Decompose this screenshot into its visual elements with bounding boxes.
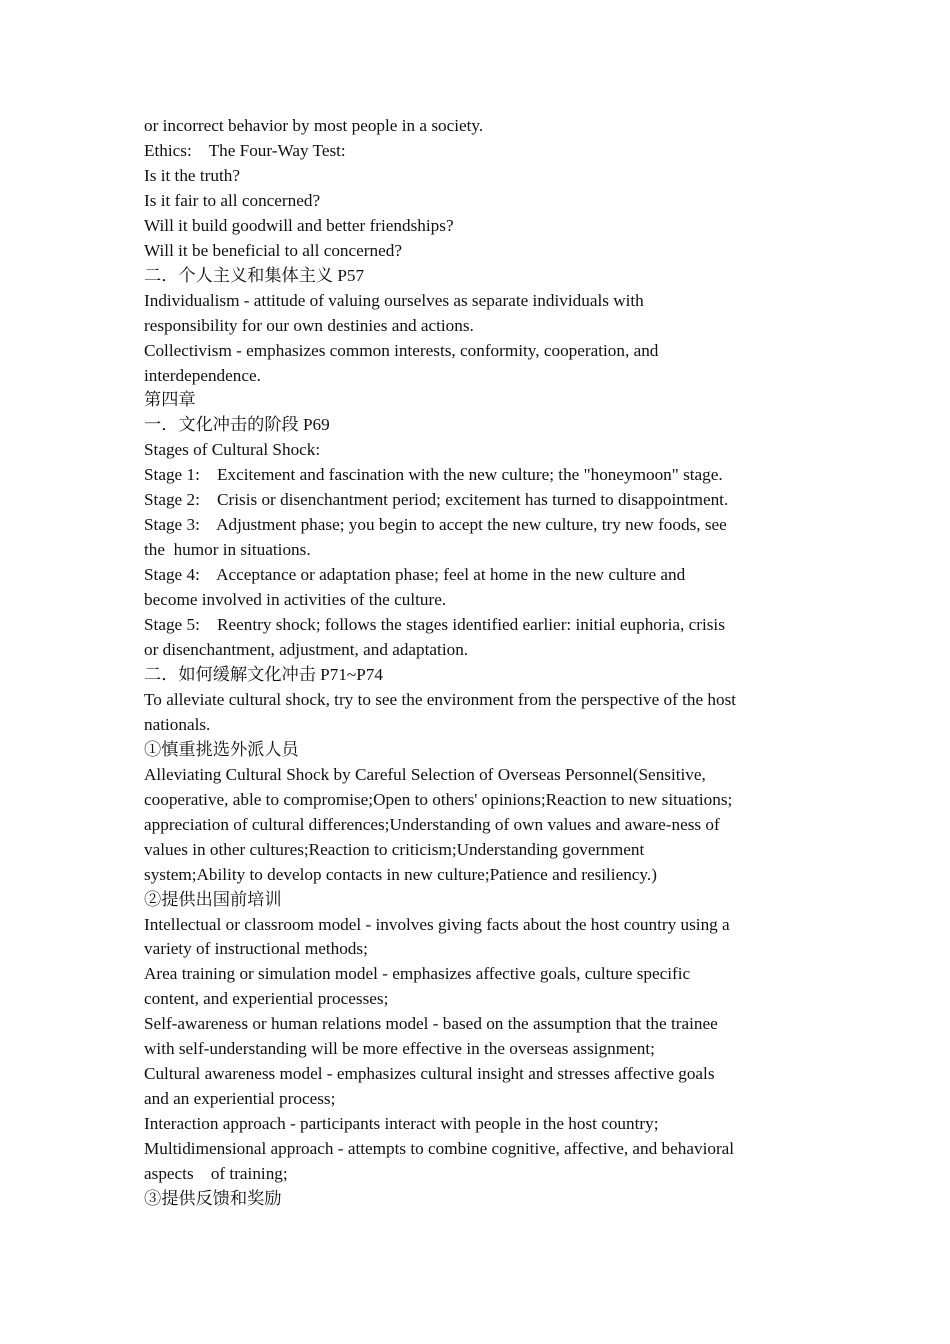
section-heading: 二．如何缓解文化冲击 P71~P74 [144,664,383,684]
text-line: Stage 3: Adjustment phase; you begin to accept the new culture, try new foods, see [144,515,727,535]
text-line: Will it build goodwill and better friendships? [144,215,454,235]
text-line: Alleviating Cultural Shock by Careful Selection of Overseas Personnel(Sensitive, [144,764,706,784]
text-line: Will it be beneficial to all concerned? [144,240,402,260]
text-line: To alleviate cultural shock, try to see the environment from the perspective of the host [144,689,737,709]
document-page [144,114,812,1212]
text-line: Stages of Cultural Shock: [144,440,321,460]
chapter-heading: 第四章 [144,390,196,410]
text-line: become involved in activities of the culture. [144,590,447,610]
text-line: the humor in situations. [144,540,311,560]
text-line: aspects of training; [144,1164,288,1184]
text-line: Stage 5: Reentry shock; follows the stages identified earlier: initial euphoria, crisis [144,615,725,635]
section-heading: 一．文化冲击的阶段 P69 [144,415,330,435]
text-line: Multidimensional approach - attempts to combine cognitive, affective, and behavioral [144,1139,735,1159]
text-line: or disenchantment, adjustment, and adaptation. [144,640,469,660]
text-line: appreciation of cultural differences;Understanding of own values and aware-ness of [144,814,720,834]
text-line: cooperative, able to compromise;Open to others' opinions;Reaction to new situations; [144,789,733,809]
text-line: and an experiential process; [144,1089,336,1109]
text-line: Area training or simulation model - emphasizes affective goals, culture specific [144,964,691,984]
text-line: Self-awareness or human relations model - based on the assumption that the trainee [144,1014,718,1034]
text-line: Intellectual or classroom model - involves giving facts about the host country using a [144,914,730,934]
section-heading: 二．个人主义和集体主义 P57 [144,265,365,285]
text-line: Collectivism - emphasizes common interests, conformity, cooperation, and [144,340,659,360]
text-line: responsibility for our own destinies and actions. [144,315,474,335]
text-line: Is it the truth? [144,165,240,185]
text-line: Stage 2: Crisis or disenchantment period; excitement has turned to disappointment. [144,490,729,510]
text-line: Cultural awareness model - emphasizes cultural insight and stresses affective goals [144,1064,715,1084]
text-line: variety of instructional methods; [144,939,368,959]
text-line: with self-understanding will be more effective in the overseas assignment; [144,1039,655,1059]
text-line: system;Ability to develop contacts in new culture;Patience and resiliency.) [144,864,657,884]
text-line: Stage 4: Acceptance or adaptation phase; feel at home in the new culture and [144,565,686,585]
text-line: Is it fair to all concerned? [144,190,321,210]
text-line: content, and experiential processes; [144,989,389,1009]
text-line: Stage 1: Excitement and fascination with the new culture; the "honeymoon" stage. [144,465,723,485]
text-line: nationals. [144,714,211,734]
text-line: Individualism - attitude of valuing ourselves as separate individuals with [144,290,644,310]
text-line: Interaction approach - participants interact with people in the host country; [144,1114,659,1134]
text-line: Ethics: The Four-Way Test: [144,140,346,160]
text-line: interdependence. [144,365,261,385]
subsection-heading: ①慎重挑选外派人员 [144,739,299,759]
subsection-heading: ③提供反馈和奖励 [144,1188,282,1208]
subsection-heading: ②提供出国前培训 [144,889,282,909]
text-line: values in other cultures;Reaction to criticism;Understanding government [144,839,645,859]
text-line: or incorrect behavior by most people in a society. [144,116,484,135]
